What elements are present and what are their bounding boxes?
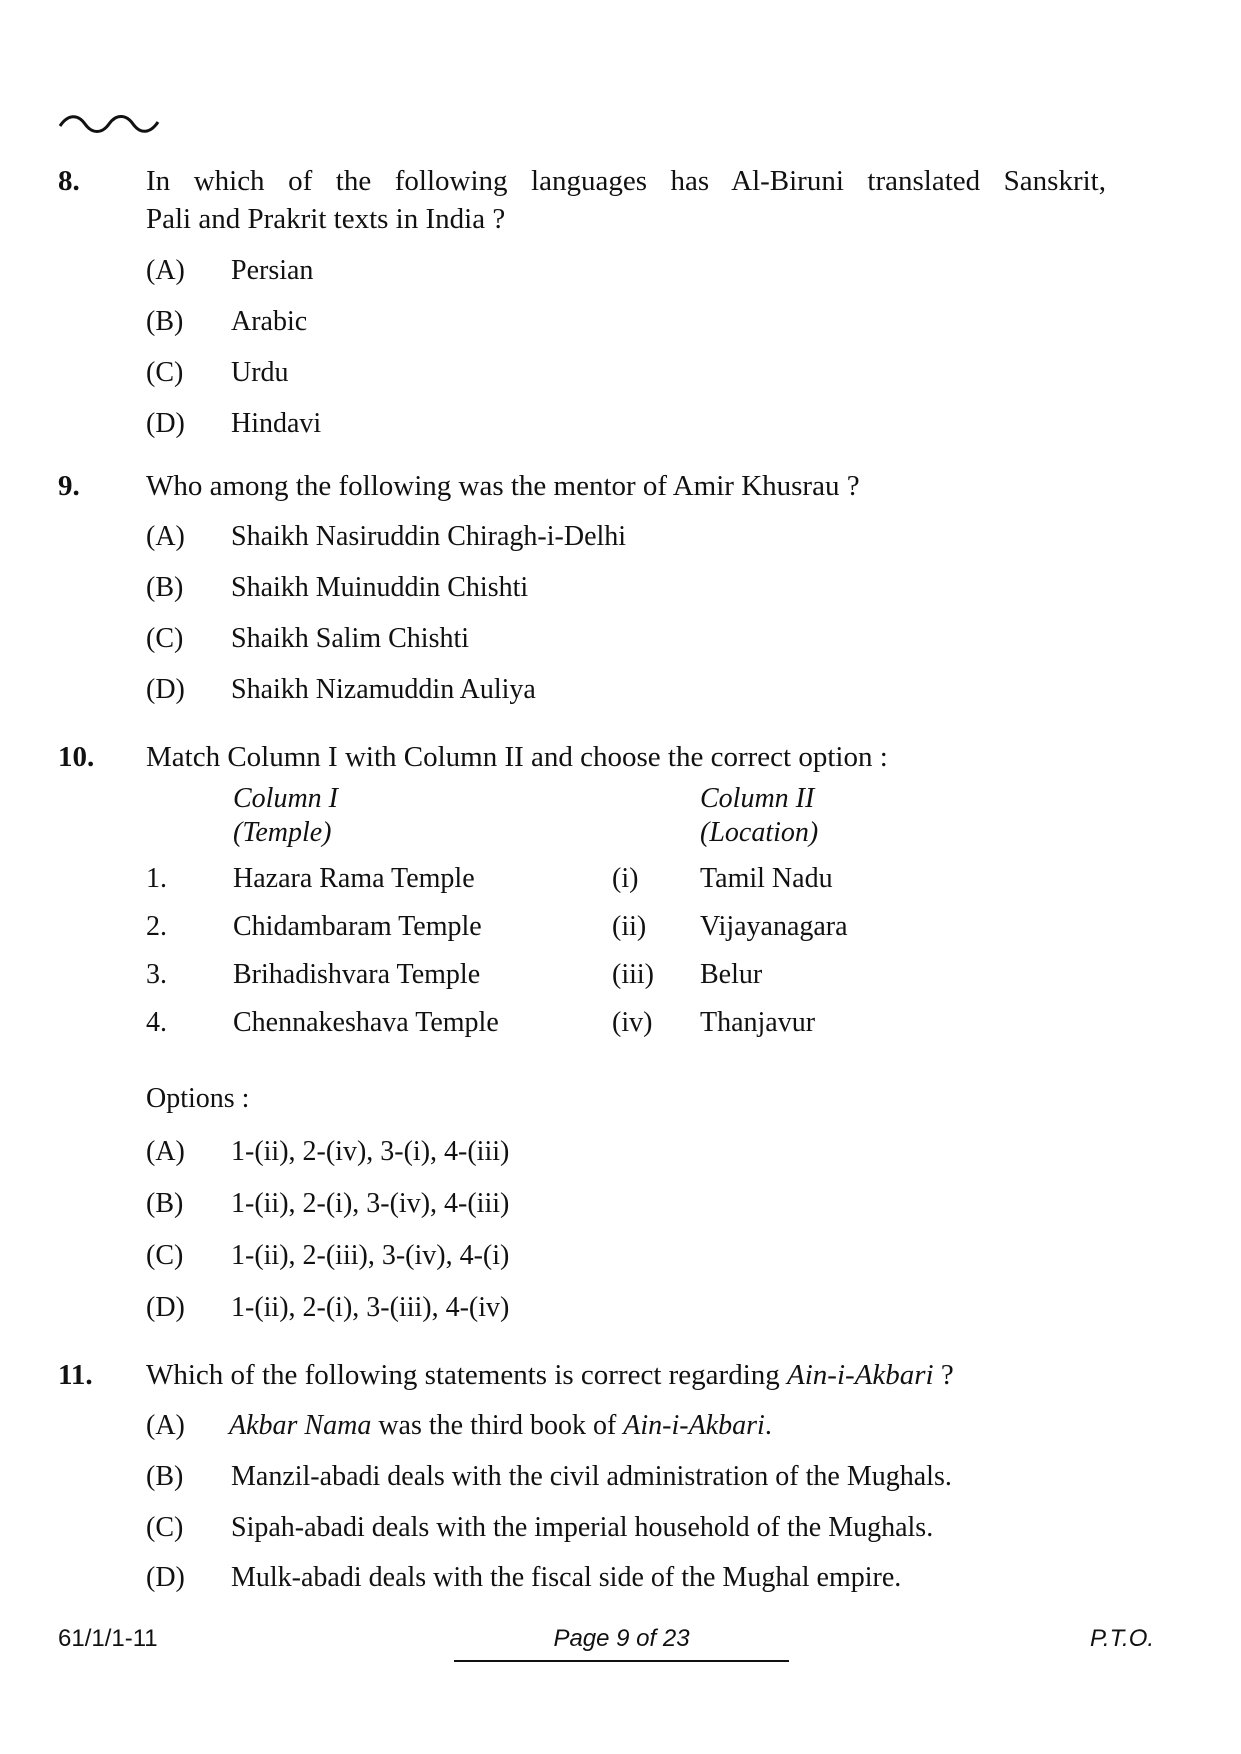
- option-text: Shaikh Salim Chishti: [231, 623, 470, 654]
- option-label: (D): [146, 1292, 185, 1323]
- question-text: Who among the following was the mentor of Amir Khusrau ?: [146, 470, 860, 502]
- location-name: Tamil Nadu: [700, 863, 833, 894]
- question-number: 9.: [58, 470, 80, 502]
- location-name: Belur: [700, 959, 763, 990]
- question-text: In which of the following languages has Al-Biruni translated Sanskrit,: [146, 165, 1106, 197]
- question-number: 8.: [58, 165, 80, 197]
- match-row-number: 3.: [146, 959, 167, 990]
- option-text: Arabic: [231, 306, 308, 337]
- squiggle-mark-icon: [58, 112, 162, 136]
- location-numeral: (iii): [612, 959, 654, 990]
- question-text: Pali and Prakrit texts in India ?: [146, 203, 506, 235]
- option-text-plain: was the third book of: [371, 1410, 624, 1441]
- option-text: Urdu: [231, 357, 289, 388]
- paper-code: 61/1/1-11: [58, 1625, 158, 1652]
- option-label: (D): [146, 1562, 185, 1593]
- book-title: Ain-i-Akbari: [787, 1359, 934, 1391]
- temple-name: Chennakeshava Temple: [233, 1007, 499, 1038]
- option-label: (B): [146, 306, 184, 337]
- option-text: 1-(ii), 2-(iii), 3-(iv), 4-(i): [231, 1240, 510, 1271]
- option-label: (A): [146, 1410, 185, 1441]
- question-number: 10.: [58, 741, 95, 773]
- option-label: (A): [146, 1136, 185, 1167]
- option-label: (B): [146, 1188, 184, 1219]
- option-text: Shaikh Nizamuddin Auliya: [231, 674, 536, 705]
- option-label: (C): [146, 623, 184, 654]
- temple-name: Hazara Rama Temple: [233, 863, 475, 894]
- option-text: 1-(ii), 2-(iv), 3-(i), 4-(iii): [231, 1136, 510, 1167]
- option-text: Persian: [231, 255, 314, 286]
- page-number-underline: [454, 1660, 789, 1662]
- option-label: (A): [146, 521, 185, 552]
- option-label: (D): [146, 408, 185, 439]
- option-text: [229, 1410, 772, 1442]
- location-numeral: (ii): [612, 911, 647, 942]
- location-name: Vijayanagara: [700, 911, 848, 942]
- location-numeral: (i): [612, 863, 639, 894]
- option-label: (A): [146, 255, 185, 286]
- column-1-subtitle: (Temple): [233, 817, 332, 848]
- options-heading: Options :: [146, 1083, 250, 1114]
- question-text-end: ?: [933, 1359, 954, 1391]
- column-1-title: Column I: [233, 783, 338, 814]
- page-number: Page 9 of 23: [553, 1625, 690, 1652]
- option-text: 1-(ii), 2-(i), 3-(iii), 4-(iv): [231, 1292, 510, 1323]
- match-row-number: 2.: [146, 911, 167, 942]
- pto-label: P.T.O.: [1090, 1625, 1155, 1652]
- question-text: [146, 1356, 954, 1394]
- option-text: Sipah-abadi deals with the imperial household of the Mughals.: [231, 1512, 934, 1543]
- question-text: Match Column I with Column II and choose the correct option :: [146, 741, 888, 773]
- column-2-title: Column II: [700, 783, 815, 814]
- question-text-plain: Which of the following statements is correct regarding: [146, 1359, 788, 1391]
- location-numeral: (iv): [612, 1007, 653, 1038]
- option-label: (D): [146, 674, 185, 705]
- column-2-subtitle: (Location): [700, 817, 819, 848]
- option-label: (B): [146, 1461, 184, 1492]
- book-title: Akbar Nama: [229, 1410, 372, 1441]
- book-title: Ain-i-Akbari: [623, 1410, 765, 1441]
- option-text: Hindavi: [231, 408, 322, 439]
- location-name: Thanjavur: [700, 1007, 816, 1038]
- option-text: Shaikh Nasiruddin Chiragh-i-Delhi: [231, 521, 627, 552]
- temple-name: Brihadishvara Temple: [233, 959, 481, 990]
- match-row-number: 1.: [146, 863, 167, 894]
- option-text-end: .: [764, 1410, 772, 1441]
- match-row-number: 4.: [146, 1007, 167, 1038]
- option-label: (C): [146, 1512, 184, 1543]
- temple-name: Chidambaram Temple: [233, 911, 482, 942]
- option-text: Mulk-abadi deals with the fiscal side of the Mughal empire.: [231, 1562, 902, 1593]
- option-label: (C): [146, 1240, 184, 1271]
- option-label: (B): [146, 572, 184, 603]
- option-label: (C): [146, 357, 184, 388]
- option-text: Manzil-abadi deals with the civil administration of the Mughals.: [231, 1461, 952, 1492]
- question-number: 11.: [58, 1359, 93, 1391]
- option-text: Shaikh Muinuddin Chishti: [231, 572, 529, 603]
- option-text: 1-(ii), 2-(i), 3-(iv), 4-(iii): [231, 1188, 510, 1219]
